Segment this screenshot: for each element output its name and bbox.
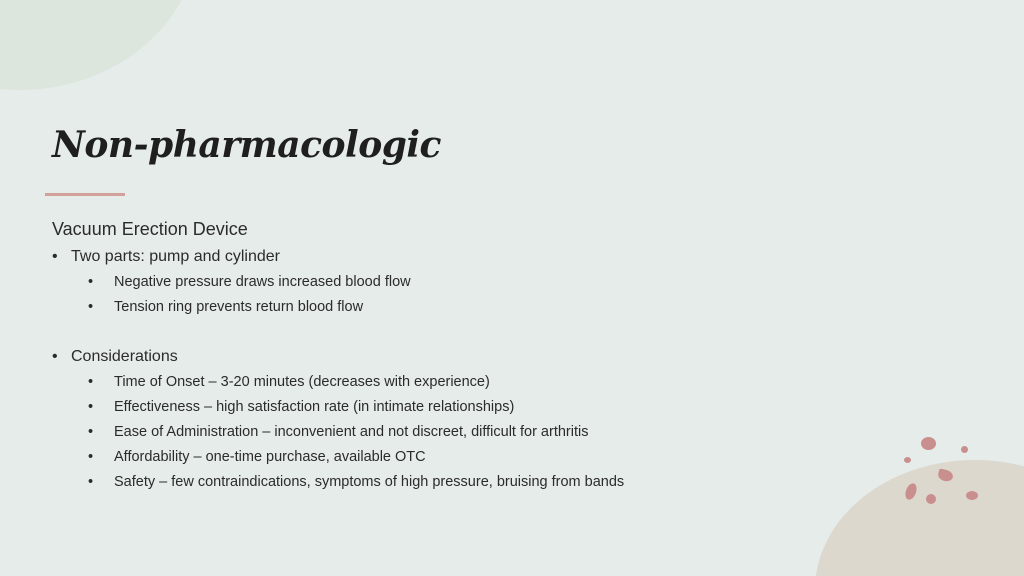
bullet-item: • Two parts: pump and cylinder	[52, 244, 952, 270]
sub-bullet-item: • Ease of Administration – inconvenient and not discreet, difficult for arthritis	[52, 420, 952, 445]
sub-bullet-item: • Negative pressure draws increased blood flow	[52, 270, 952, 295]
decorative-dot	[926, 494, 936, 504]
bullet-list	[52, 244, 952, 320]
sub-bullet-item: • Effectiveness – high satisfaction rate (in intimate relationships)	[52, 395, 952, 420]
sub-bullet-item: • Tension ring prevents return blood flow	[52, 295, 952, 320]
bullet-item: • Considerations	[52, 344, 952, 370]
decorative-blob-top-left	[0, 0, 200, 90]
slide-content	[52, 216, 952, 495]
title-accent-line	[45, 193, 125, 196]
decorative-dot	[961, 446, 968, 453]
bullet-list	[52, 344, 952, 495]
sub-bullet-item: • Safety – few contraindications, symptoms of high pressure, bruising from bands	[52, 470, 952, 495]
list-spacer	[52, 320, 952, 344]
decorative-dot	[966, 491, 978, 500]
section-heading: Vacuum Erection Device	[52, 219, 248, 239]
sub-bullet-item: • Affordability – one-time purchase, available OTC	[52, 445, 952, 470]
sub-bullet-item: • Time of Onset – 3-20 minutes (decreases with experience)	[52, 370, 952, 395]
slide-title: Non-pharmacologic	[52, 124, 441, 166]
